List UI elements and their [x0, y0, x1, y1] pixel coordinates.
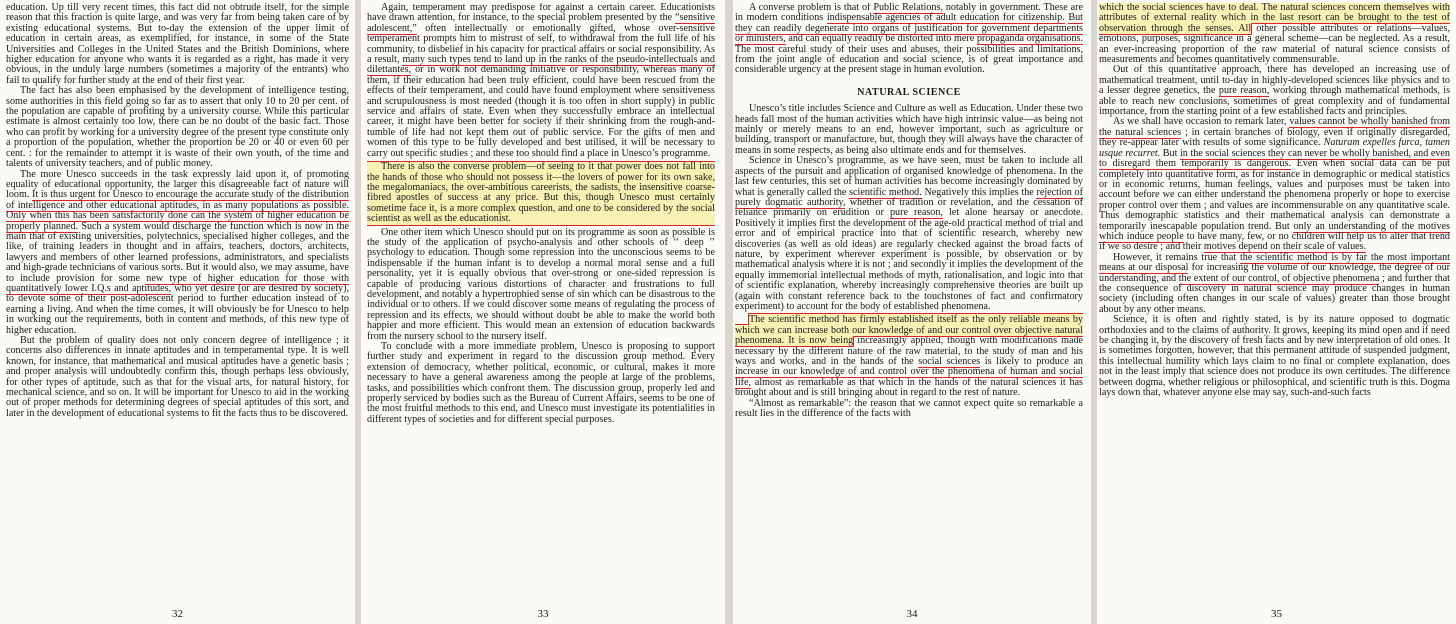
- underlined-passage: the extent of our control, of objective phenomena: [1178, 272, 1380, 284]
- paragraph: However, it remains true that the scientific method is by far the most important means at our disposal for increasing the volume of our knowledge, the degree of our understanding, and the extent of our control, of objective phenomena ; and further that the consequence of discovery in natural science may produce changes in human society (including often changes in our scale of values) greater than those brought about by any other means.: [1099, 251, 1450, 315]
- underlined-passage: in the social sciences they can never be wholly banished, and even to disregard them temporarily is dangerous.: [1099, 147, 1450, 170]
- underlined-passage: indispensable agencies of adult education for citizenship.: [826, 12, 1065, 24]
- underlined-passage: It is thus urgent for Unesco to encourage the accurate study of the distribution of intelligence and other educational aptitudes, in as many populations as possible. Only when this has been satisfactorily done can the system of higher education be properly planned.: [6, 189, 349, 232]
- page-number: 32: [172, 608, 183, 620]
- paragraph: Out of this quantitative approach, there has developed an increasing use of mathematical treatment, until to-day in highly-developed sciences like physics and to a lesser degree genetics, the pure reason, working through mathematical methods, is able to reach new conclusions, sometimes of great complexity and of fundamental importance, from the starting point of a few established facts and principles.: [1099, 64, 1450, 118]
- underlined-passage: pure reason,: [1218, 85, 1270, 97]
- underlined-passage: social sciences: [918, 356, 981, 367]
- page-gutter: [725, 0, 733, 624]
- latin-quote: Naturam expelles furca, tamen usque recurret.: [1099, 137, 1450, 159]
- paragraph: The fact has also been emphasised by the development of intelligence testing, some authorities in this field going so far as to assert that only 10 to 20 per cent. of the population are capable of profiting by a university course. While this particular estimate is almost certainly too low, there can be no doubt of the basic fact. Those who can profit by working for a university degree of the present type constitute only a proportion of the population, whether the proportion be 20 or 40 or even 60 per cent. : for the remainder to attempt it is waste of their own youth, of the time and talents of university teachers, and of public money.: [6, 85, 349, 170]
- section-heading: NATURAL SCIENCE: [857, 86, 961, 98]
- underlined-passage: pure reason,: [889, 207, 943, 219]
- underlined-passage: increase in our knowledge of and control over the phenomena of human and social life,: [735, 366, 1083, 388]
- page-number: 35: [1271, 608, 1282, 620]
- underlined-passage: many such types tend to land up in the ranks of the pseudo-intellectuals and dilettantes,: [367, 54, 715, 76]
- underlined-passage: scientific method.: [849, 186, 922, 198]
- underlined-passage: motives depend on their scale of values.: [1203, 241, 1367, 253]
- page-number: 34: [906, 608, 918, 620]
- highlighted-paragraph: There is also the converse problem—of seeing to it that power does not fall into the hands of those who should not possess it—the lovers of power for its own sake, the megalomaniacs, the over-ambitious careerists, the sadists, the insensitive coarse-fibred apostles of success at any price. But this, though Unesco must certainly sometime face it, is a more complex question, and one to be considered by the social scientist as well as the educationist.: [367, 161, 715, 225]
- page-32: [0, 0, 355, 624]
- paragraph: One other item which Unesco should put on its programme as soon as possible is the study of the application of psycho-analysis and other schools of ‘‘ deep ’’ psychology to education. Though some repression into the unconscious seems to be indispensable if the human infant is to develop a normal moral sense and a full personality, yet it is equally obvious that over-strong or one-sided repression is capable of producing various distortions of character and frustrations to full development, and notably a hypertrophied sense of sin which can be disastrous to the individual or to others. If we could discover some means of regulating the process of repression and its effects, we should without doubt be able to make the world both happier and more efficient. This would mean an extension of education backwards from the nursery school to the nursery itself.: [367, 226, 715, 342]
- paragraph: Science in Unesco’s programme, as we have seen, must be taken to include all aspects of the pursuit and application of organised knowledge of phenomena. In the last few centuries, this set of human activities has become increasingly dominated by what is generally called the scientific method. Negatively this implies the rejection of purely dogmatic authority, whether of tradition or revelation, and the cessation of reliance primarily on erudition or pure reason, let alone hearsay or anecdote. Positively it implies first the development of the age-old practical method of trial and error and of empirical practice into that of scientific research, whereby new discoveries (as well as old ideas) are regularly checked against the broad facts of nature, by experiment wherever experiment is possible, by observation or by mathematical analysis where it is not ; and secondly it implies the development of the equally immemorial intellectual methods of myth, rationalisation, and logic into that of scientific explanation, whereby increasingly comprehensive theories are built up (again with constant reference back to the touchstones of fact and confirmatory experiment) to account for the body of established phenomena.: [735, 155, 1083, 312]
- page-35-text: [1099, 3, 1450, 596]
- paragraph: As we shall have occasion to remark later, values cannot be wholly banished from the natural sciences ; in certain branches of biology, even if originally disregarded, they re-appear later with results of some significance. Naturam expelles furca, tamen usque recurret. But in the social sciences they can never be wholly banished, and even to disregard them temporarily is dangerous. Even when social data can be put completely into quantitative form, as for instance in demographic or medical statistics or in economic returns, human feelings, values and purposes must be taken into account before we can either understand the phenomena properly or hope to exercise proper control over them ; and values are incommensurable on any quantitative scale. Thus demographic statistics and their mathematical analysis can demonstrate a temporarily inescapable population trend. But only an understanding of the motives which induce people to have many, few, or no children will help us to alter that trend if we so desire ; and their motives depend on their scale of values.: [1099, 116, 1450, 253]
- paragraph: “Almost as remarkable”: the reason that we cannot expect quite so remarkable a result lies in the difference of the facts with: [735, 397, 1083, 420]
- paragraph: The more Unesco succeeds in the task expressly laid upon it, of promoting equality of educational opportunity, the larger this disagreeable fact of nature will loom. It is thus urgent for Unesco to encourage the accurate study of the distribution of intelligence and other educational aptitudes, in as many populations as possible. Only when this has been satisfactorily done can the system of higher education be properly planned. Such a system would discharge the function which is now in the main that of existing universities, polytechnics, specialised higher colleges, and the like, of training leaders in thought and in affairs, teachers, doctors, architects, lawyers and members of other learned professions, administrators, and specialists and high-grade technicians of various sorts. But it would also, we may assume, have to include provision for some new type of higher education for those with quantitatively lower I.Q.s and aptitudes, who yet desire (or are desired by society), to devote some of their post-adolescent period to further education instead of to earning a living. And when the time comes, it will obviously be for Unesco to help in working out the requirements, both in content and methods, of this new type of higher education.: [6, 168, 349, 336]
- page-33: [361, 0, 725, 624]
- paragraph: To conclude with a more immediate problem, Unesco is proposing to support further study and experiment in regard to the discussion group method. Every extension of democracy, whether political, economic, or cultural, makes it more necessary to have a general awareness among the people at large of the problems, tasks, and possibilities which confront them. The discussion group, properly led and properly serviced by bodies such as the Bureau of Current Affairs, seems to be one of the most fruitful methods to this end, and Unesco must investigate its potentialities in different types of societies and for different special purposes.: [367, 341, 715, 425]
- page-34: [733, 0, 1091, 624]
- underlined-passage: only an understanding of the motives which induce people: [1099, 220, 1450, 242]
- underlined-passage: rejection of purely dogmatic authority,: [735, 186, 1083, 208]
- paragraph: which the social sciences have to deal. The natural sciences concern themselves with attributes of external reality which in the last resort can be brought to the test of observation through the senses. All other possible attributes or relations—values, emotions, purposes, significance in a general scheme—can be neglected. As a result, an ever-increasing proportion of the raw material of natural science consists of measurements and becomes quantitatively commensurable.: [1099, 3, 1450, 66]
- paragraph: Science, it is often and rightly stated, is by its nature opposed to dogmatic orthodoxies and to the claims of authority. It grows, keeping its mind open and if need be changing it, by the discovery of fresh facts and by new interpretation of old ones. It is sometimes forgotten, however, that this permanent attitude of suspended judgment, this intellectual humility which lays claim to no final or complete explanation, does not in the least imply that science does not produce its own certitudes. The difference between dogma, whether religious or philosophical, and scientific truth is this. Dogma lays down that, whatever anyone else may say, such-and-such facts: [1099, 314, 1450, 399]
- underlined-passage: Public Relations,: [873, 3, 943, 13]
- paragraph: education. Up till very recent times, this fact did not obtrude itself, for the simple reason that this fraction is quite large, and was very far from being taken care of by existing educational systems. But to-day the extension of the upper limit of education in certain areas, as exemplified, for instance, in some of the State Universities and Colleges in the United States and the British Dominions, where higher education for anyone who wants it is regarded as a right, has made it very obvious, in the unduly large numbers (sometimes a majority of the entrants) who fail to qualify for further study at the end of their first year.: [6, 3, 349, 86]
- underlined-passage: propaganda organisations.: [976, 33, 1083, 45]
- page-34-text: [735, 3, 1083, 596]
- paragraph: Again, temperament may predispose for against a certain career. Educationists have drawn attention, for instance, to the special problem presented by the “sensitive adolescent,” often intellectually or emotionally gifted, whose over-sensitive temperament prompts him to mistrust of self, to withdrawal from the full life of his community, to disbelief in his capacity for practical affairs or social responsibility. As a result, many such types tend to land up in the ranks of the pseudo-intellectuals and dilettantes, or in work not demanding initiative or responsibility, whereas many of them, if their education had been truly efficient, could have been rescued from the effects of their temperament, and could have found employment where sensitiveness and scrupulousness is most needed (though it is too often in short supply) in public service and affairs of state. Even when they successfully embrace an intellectual career, it might have been better for society if their shrinking from the rough-and-tumble of life had not kept them out of public service. For the gifts of men and women of this type to be fully developed and best utilised, it will be necessary to carry out specific studies ; and these too should find a place in Unesco’s programme.: [367, 3, 715, 159]
- underlined-passage: But they can readily degenerate into organs of justification for government departments or ministers,: [735, 12, 1083, 45]
- underlined-passage: new type of higher education for those with quantitatively lower I.Q.s and aptitudes,: [6, 272, 349, 294]
- highlighted-passage: which the social sciences have to deal. The natural sciences concern themselves with attributes of external reality which in the last resort can be brought to the test of observation through the senses. All: [1099, 3, 1450, 34]
- page-32-text: [6, 3, 349, 596]
- underlined-passage: “sensitive adolescent,”: [367, 12, 715, 34]
- paragraph: The scientific method has firmly established itself as the only reliable means by which we can increase both our knowledge of and our control over objective natural phenomena. It is now being increasingly applied, though with modifications made necessary by the different nature of the raw material, to the study of man and his ways and works, and in the hands of the social sciences is likely to produce an increase in our knowledge of and control over the phenomena of human and social life, almost as remarkable as that which in the hands of the natural sciences it has brought about and is still bringing about in regard to the rest of nature.: [735, 314, 1083, 399]
- underlined-passage: values cannot be wholly banished from the natural sciences: [1099, 116, 1450, 138]
- page-35: [1097, 0, 1456, 624]
- paragraph: But the problem of quality does not only concern degree of intelligence ; it concerns also differences in innate aptitudes and in temperamental type. It is well known, for instance, that mathematical and musical aptitudes have a genetic basis ; and proper analysis will undoubtedly confirm this, though perhaps less obviously, for other types of aptitude, such as that for the visual arts, for natural history, for mechanical science, and so on. It will be important for Unesco to aid in the working out of proper methods for determining degrees of special aptitudes of this sort, and later in the development of educational systems to fit the facts thus to be discovered.: [6, 335, 349, 419]
- underlined-passage: the scientific method is by far the most important means at our disposal: [1099, 251, 1450, 274]
- page-number: 33: [537, 608, 549, 620]
- highlighted-passage: The scientific method has firmly established itself as the only reliable means by which we can increase both our knowledge of and our control over objective natural phenomena. It is now being: [735, 314, 1083, 347]
- page-33-text: [367, 3, 715, 596]
- paragraph: A converse problem is that of Public Relations, notably in government. These are in modern conditions indispensable agencies of adult education for citizenship. But they can readily degenerate into organs of justification for government departments or ministers, and can equally readily be distorted into mere propaganda organisations. The most careful study of their uses and abuses, their possibilities and limitations, from the joint angle of education and social science, is of great importance and considerable urgency at the present stage in human evolution.: [735, 3, 1083, 76]
- paragraph: Unesco’s title includes Science and Culture as well as Education. Under these two heads fall most of the human activities which have high intrinsic value—as being not mainly or merely means to an end, however important, such as agriculture or building, transport or manufacture, but, though they will always have the character of means in some respects, as being also ultimate ends and for themselves.: [735, 103, 1083, 156]
